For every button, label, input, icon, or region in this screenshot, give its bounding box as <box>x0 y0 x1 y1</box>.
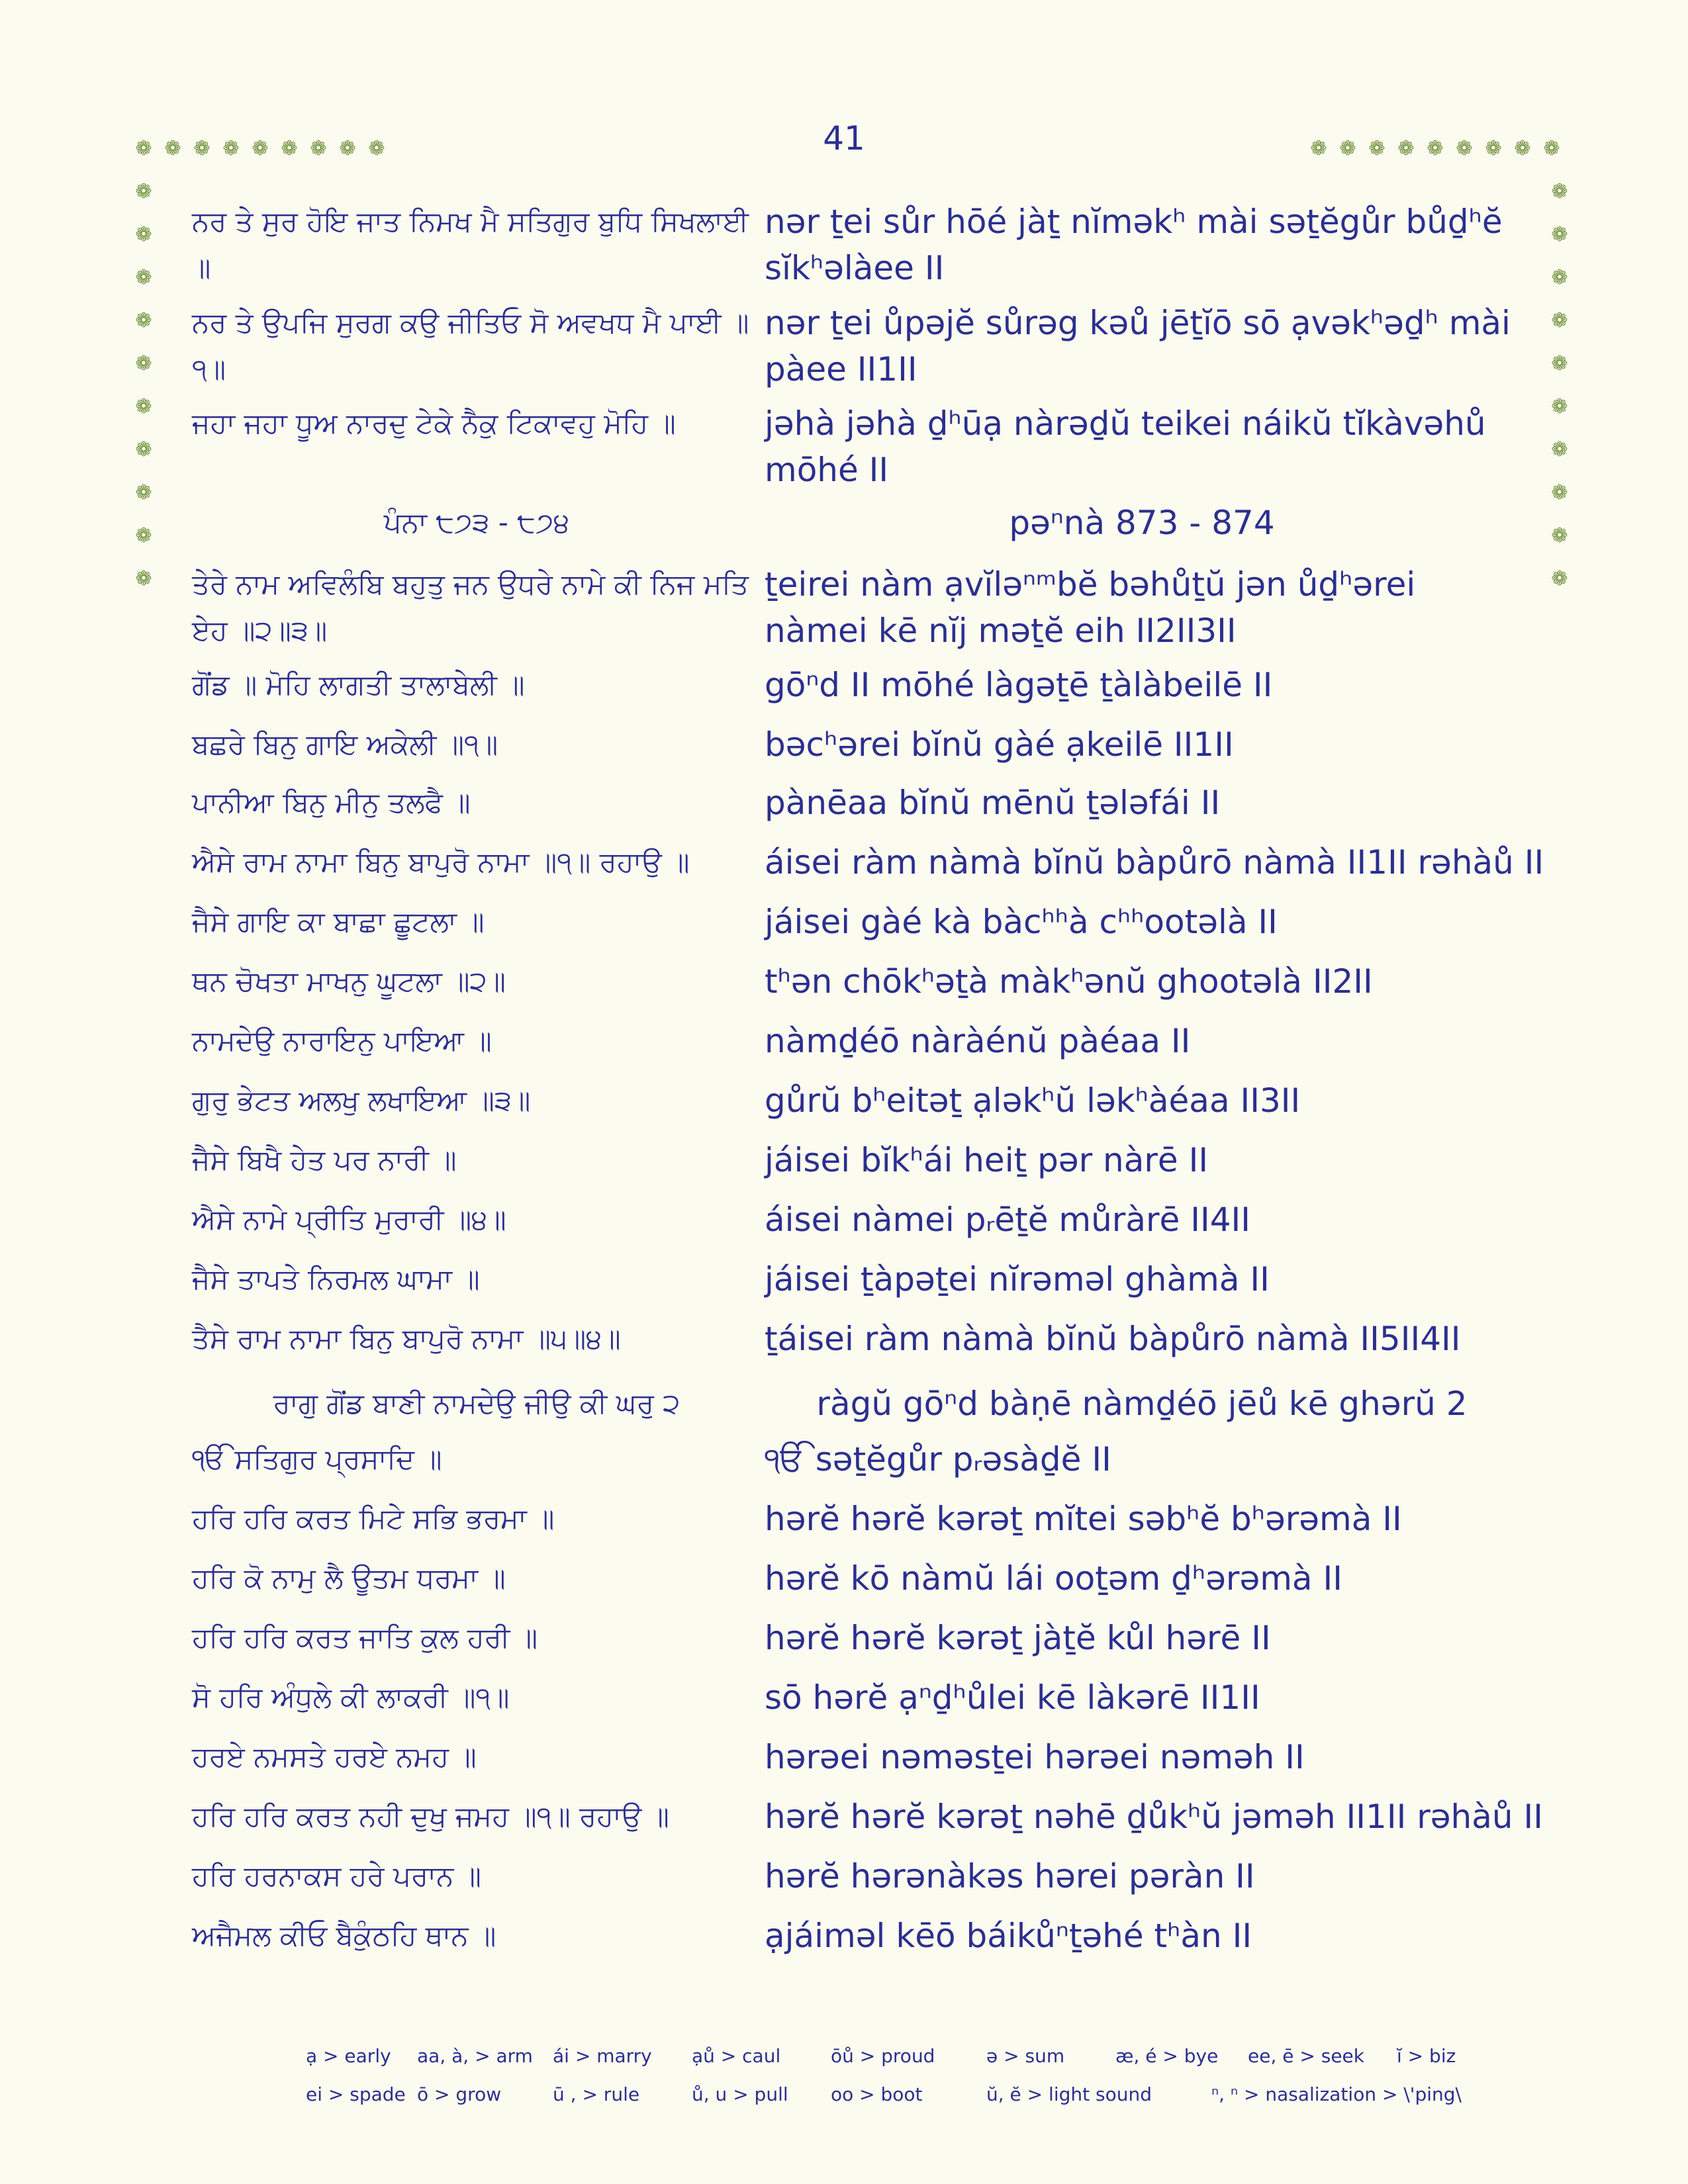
legend-item: ei > spade <box>306 2083 406 2105</box>
flower-icon: ❁ <box>1551 352 1568 375</box>
gurmukhi-line: ੴ ਸਤਿਗੁਰ ਪ੍ਰਸਾਦਿ ॥ <box>192 1443 442 1475</box>
gurmukhi-line: ਪਾਨੀਆ ਬਿਨੁ ਮੀਨੁ ਤਲਫੈ ॥ <box>192 786 471 819</box>
gurmukhi-line: ਥਨ ਚੋਖਤਾ ਮਾਖਨੁ ਘੂਟਲਾ ॥੨॥ <box>192 965 506 997</box>
flower-icon: ❁ <box>164 137 181 160</box>
gurmukhi-line: ਨਰ ਤੇ ਉਪਜਿ ਸੁਰਗ ਕਉ ਜੀਤਿਓ ਸੋ ਅਵਖਧ ਮੈ ਪਾਈ ॥੧॥ <box>192 306 749 385</box>
legend-item: ái > marry <box>553 2045 652 2067</box>
transliteration-line: bəcʰərei bĭnŭ gàé ạkeilē II1II <box>765 725 1234 764</box>
flower-icon: ❁ <box>135 223 152 246</box>
flower-icon: ❁ <box>1427 137 1444 160</box>
gurmukhi-line: ਐਸੇ ਰਾਮ ਨਾਮਾ ਬਿਨੁ ਬਾਪੁਰੋ ਨਾਮਾ ॥੧॥ ਰਹਾਉ ॥ <box>192 846 690 878</box>
legend-item: oo > boot <box>831 2083 923 2105</box>
flower-icon: ❁ <box>1551 481 1568 504</box>
flower-icon: ❁ <box>135 180 152 203</box>
flower-icon: ❁ <box>310 137 327 160</box>
transliteration-line: hərĕ hərĕ kərəṯ jàṯĕ kůl hərē II <box>765 1619 1271 1657</box>
gurmukhi-line: ਸੋ ਹਰਿ ਅੰਧੁਲੇ ਕੀ ਲਾਕਰੀ ॥੧॥ <box>192 1681 510 1713</box>
flower-icon: ❁ <box>1456 137 1473 160</box>
gurmukhi-line: ਗੋਂਡ ॥ ਮੋਹਿ ਲਾਗਤੀ ਤਾਲਾਬੇਲੀ ॥ <box>192 668 525 701</box>
gurmukhi-line: ਨਾਮਦੇਉ ਨਾਰਾਇਨੁ ਪਾਇਆ ॥ <box>192 1024 492 1057</box>
legend-item: ō > grow <box>417 2083 502 2105</box>
flower-icon: ❁ <box>252 137 269 160</box>
flower-icon: ❁ <box>135 266 152 289</box>
flower-icon: ❁ <box>1368 137 1385 160</box>
transliteration-line: gůrŭ bʰeitəṯ ạləkʰŭ ləkʰàéaa II3II <box>765 1081 1301 1120</box>
legend-item: ů, u > pull <box>692 2083 788 2105</box>
legend-item: ee, ē > seek <box>1248 2045 1364 2067</box>
gurmukhi-line: ਹਰਏ ਨਮਸਤੇ ਹਰਏ ਨਮਹ ॥ <box>192 1741 477 1773</box>
legend-item: ĭ > biz <box>1397 2045 1456 2067</box>
transliteration-line: nər ṯei ůpəjĕ sůrəg kəů jēṯĭō sō ạvəkʰəḏʰ mài pàee II1II <box>765 304 1511 388</box>
flower-icon: ❁ <box>1551 395 1568 418</box>
gurmukhi-line: ਹਰਿ ਹਰਨਾਕਸ ਹਰੇ ਪਰਾਨ ॥ <box>192 1860 481 1892</box>
gurmukhi-line: ਹਰਿ ਹਰਿ ਕਰਤ ਮਿਟੇ ਸਭਿ ਭਰਮਾ ॥ <box>192 1502 555 1535</box>
flower-icon: ❁ <box>135 481 152 504</box>
transliteration-line: áisei ràm nàmà bĭnŭ bàpůrō nàmà II1II rəhàů II <box>765 843 1544 882</box>
transliteration-line: ạjáiməl kēō báikůⁿṯəhé tʰàn II <box>765 1917 1252 1955</box>
flower-icon: ❁ <box>339 137 356 160</box>
gurmukhi-line: ਤੇਰੇ ਨਾਮ ਅਵਿਲੰਬਿ ਬਹੁਤੁ ਜਨ ਉਧਰੇ ਨਾਮੇ ਕੀ ਨਿਜ ਮਤਿ ਏਹ ॥੨॥੩॥ <box>192 568 749 647</box>
transliteration-line: nàmḏéō nàràénŭ pàéaa II <box>765 1022 1191 1060</box>
transliteration-line: sō hərĕ ạⁿḏʰůlei kē làkərē II1II <box>765 1678 1260 1717</box>
flower-icon: ❁ <box>135 524 152 547</box>
gurmukhi-line: ਰਾਗੁ ਗੋਂਡ ਬਾਣੀ ਨਾਮਦੇਉ ਜੀਉ ਕੀ ਘਰੁ ੨ <box>273 1387 680 1420</box>
transliteration-line: nər ṯei sůr hōé jàṯ nĭməkʰ mài səṯĕgůr bůḏʰĕ sĭkʰəlàee II <box>765 203 1503 287</box>
gurmukhi-line: ਐਸੇ ਨਾਮੇ ਪ੍ਰੀਤਿ ਮੁਰਾਰੀ ॥੪॥ <box>192 1203 506 1236</box>
gurmukhi-line: ਜਹਾ ਜਹਾ ਧੂਅ ਨਾਰਦੁ ਟੇਕੇ ਨੈਕੁ ਟਿਕਾਵਹੁ ਮੋਹਿ ॥ <box>192 407 676 439</box>
gurmukhi-line: ਹਰਿ ਕੋ ਨਾਮੁ ਲੈ ਊਤਮ ਧਰਮਾ ॥ <box>192 1562 506 1594</box>
transliteration-line: jəhà jəhà ḏʰūạ nàrəḏŭ teikei náikŭ tĭkàvəhů mōhé II <box>765 404 1486 489</box>
transliteration-line: áisei nàmei pᵣēṯĕ můràrē II4II <box>765 1201 1251 1239</box>
flower-icon: ❁ <box>1551 567 1568 590</box>
transliteration-line: hərĕ hərĕ kərəṯ nəhē ḏůkʰŭ jəməh II1II rəhàů II <box>765 1797 1543 1836</box>
transliteration-line: tʰən chōkʰəṯà màkʰənŭ ghootəlà II2II <box>765 962 1373 1001</box>
transliteration-line: hərĕ hərənàkəs hərei pəràn II <box>765 1857 1255 1895</box>
gurmukhi-line: ਅਜੈਮਲ ਕੀਓ ਬੈਕੁੰਠਹਿ ਥਾਨ ॥ <box>192 1919 496 1952</box>
flower-icon: ❁ <box>1551 266 1568 289</box>
gurmukhi-line: ਬਛਰੇ ਬਿਨੁ ਗਾਇ ਅਕੇਲੀ ॥੧॥ <box>192 728 498 760</box>
transliteration-line: gōⁿd II mōhé làgəṯē ṯàlàbeilē II <box>765 666 1273 704</box>
flower-icon: ❁ <box>135 352 152 375</box>
flower-icon: ❁ <box>1397 137 1415 160</box>
legend-item: ạ > early <box>306 2045 391 2067</box>
flower-icon: ❁ <box>1543 137 1560 160</box>
gurmukhi-line: ਹਰਿ ਹਰਿ ਕਰਤ ਜਾਤਿ ਕੁਲ ਹਰੀ ॥ <box>192 1621 538 1654</box>
flower-icon: ❁ <box>1310 137 1327 160</box>
gurmukhi-line: ਹਰਿ ਹਰਿ ਕਰਤ ਨਹੀ ਦੁਖੁ ਜਮਹ ॥੧॥ ਰਹਾਉ ॥ <box>192 1800 669 1833</box>
transliteration-line: hərəei nəməsṯei hərəei nəməh II <box>765 1738 1305 1776</box>
transliteration-line: ੴ səṯĕgůr pᵣəsàḏĕ II <box>765 1440 1111 1479</box>
flower-icon: ❁ <box>135 309 152 332</box>
gurmukhi-line: ਜੈਸੇ ਬਿਖੈ ਹੇਤ ਪਰ ਨਾਰੀ ॥ <box>192 1144 457 1176</box>
flower-icon: ❁ <box>1485 137 1502 160</box>
transliteration-line: jáisei bĭkʰái heiṯ pər nàrē II <box>765 1141 1209 1179</box>
flower-icon: ❁ <box>193 137 211 160</box>
gurmukhi-line: ਗੁਰੁ ਭੇਟਤ ਅਲਖੁ ਲਖਾਇਆ ॥੩॥ <box>192 1084 531 1116</box>
legend-item: ū , > rule <box>553 2083 640 2105</box>
flower-icon: ❁ <box>1339 137 1356 160</box>
page-number: 41 <box>823 119 865 158</box>
flower-icon: ❁ <box>1514 137 1531 160</box>
flower-icon: ❁ <box>1551 180 1568 203</box>
gurmukhi-line: ਜੈਸੇ ਤਾਪਤੇ ਨਿਰਮਲ ਘਾਮਾ ॥ <box>192 1263 480 1295</box>
flower-icon: ❁ <box>222 137 240 160</box>
legend-item: æ, é > bye <box>1115 2045 1219 2067</box>
transliteration-line: ṯáisei ràm nàmà bĭnŭ bàpůrō nàmà II5II4II <box>765 1320 1461 1358</box>
gurmukhi-line: ਜੈਸੇ ਗਾਇ ਕਾ ਬਾਛਾ ਛੂਟਲਾ ॥ <box>192 905 485 938</box>
flower-icon: ❁ <box>135 395 152 418</box>
flower-icon: ❁ <box>1551 223 1568 246</box>
legend-item: ⁿ, ⁿ > nasalization > \'ping\ <box>1211 2083 1462 2105</box>
legend-item: ŭ, ĕ > light sound <box>986 2083 1152 2105</box>
flower-icon: ❁ <box>281 137 298 160</box>
flower-icon: ❁ <box>1551 309 1568 332</box>
transliteration-line: jáisei gàé kà bàcʰʰà cʰʰootəlà II <box>765 903 1278 941</box>
flower-icon: ❁ <box>1551 524 1568 547</box>
transliteration-line: hərĕ hərĕ kərəṯ mĭtei səbʰĕ bʰərəmà II <box>765 1500 1402 1538</box>
flower-icon: ❁ <box>135 137 152 160</box>
flower-icon: ❁ <box>135 438 152 461</box>
legend-item: ạů > caul <box>692 2045 781 2067</box>
transliteration-line: ràgŭ gōⁿd bàṇē nàmḏéō jēů kē ghərŭ 2 <box>816 1385 1468 1423</box>
flower-icon: ❁ <box>135 567 152 590</box>
legend-item: ōů > proud <box>831 2045 935 2067</box>
flower-icon: ❁ <box>1551 438 1568 461</box>
transliteration-line: jáisei ṯàpəṯei nĭrəməl ghàmà II <box>765 1260 1270 1298</box>
transliteration-line: pànēaa bĭnŭ mēnŭ ṯələfái II <box>765 784 1221 822</box>
flower-icon: ❁ <box>368 137 385 160</box>
legend-item: aa, à, > arm <box>417 2045 533 2067</box>
gurmukhi-line: ਪੰਨਾ ੮੭੩ - ੮੭੪ <box>383 506 570 539</box>
transliteration-line: pəⁿnà 873 - 874 <box>1009 504 1275 542</box>
transliteration-line: ṯeirei nàm ạvĭləⁿᵐbĕ bəhůṯŭ jən ůḏʰərei nàmei kē nĭj məṯĕ eih II2II3II <box>765 565 1416 650</box>
legend-item: ə > sum <box>986 2045 1065 2067</box>
gurmukhi-line: ਨਰ ਤੇ ਸੁਰ ਹੋਇ ਜਾਤ ਨਿਮਖ ਮੈ ਸਤਿਗੁਰ ਬੁਧਿ ਸਿਖਲਾਈ ॥ <box>192 205 749 284</box>
transliteration-line: hərĕ kō nàmŭ lái ooṯəm ḏʰərəmà II <box>765 1559 1342 1598</box>
gurmukhi-line: ਤੈਸੇ ਰਾਮ ਨਾਮਾ ਬਿਨੁ ਬਾਪੁਰੋ ਨਾਮਾ ॥੫॥੪॥ <box>192 1322 621 1355</box>
